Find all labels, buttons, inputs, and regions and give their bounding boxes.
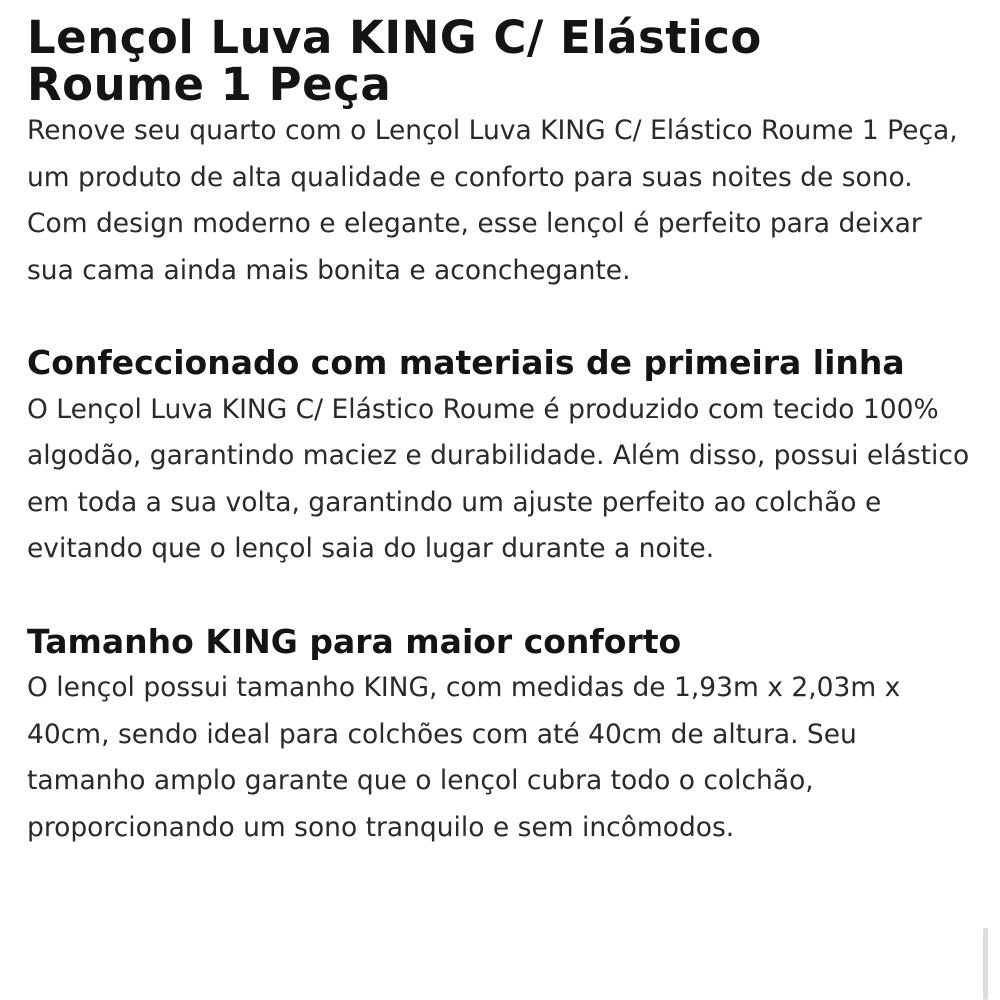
section-text: O Lençol Luva KING C/ Elástico Roume é produzido com tecido 100% algodão, garantindo maciez e durabilidade. Além disso, possui elástico em toda a sua volta, garantindo um ajuste perfeito ao colchão e evitando que o lençol saia do lugar durante a noite. (27, 393, 970, 564)
product-intro: Renove seu quarto com o Lençol Luva KING C/ Elástico Roume 1 Peça, um produto de alta qualidade e conforto para suas noites de sono. Com design moderno e elegante, esse lençol é perfeito para deixar sua cama ainda mais bonita e aconchegante. (27, 115, 958, 286)
section-heading: Tamanho KING para maior conforto (27, 621, 682, 661)
section-materials (27, 340, 977, 573)
section-size (27, 619, 977, 852)
product-title: Lençol Luva KING C/ Elástico Roume 1 Peça (27, 11, 762, 111)
product-description (27, 11, 977, 851)
scrollbar[interactable] (983, 928, 988, 1000)
section-heading: Confeccionado com materiais de primeira linha (27, 343, 905, 382)
section-text: O lençol possui tamanho KING, com medidas de 1,93m x 2,03m x 40cm, sendo ideal para colchões com até 40cm de altura. Seu tamanho amplo garante que o lençol cubra todo o colchão, proporcionando um sono tranquilo e sem incômodos. (27, 672, 901, 843)
